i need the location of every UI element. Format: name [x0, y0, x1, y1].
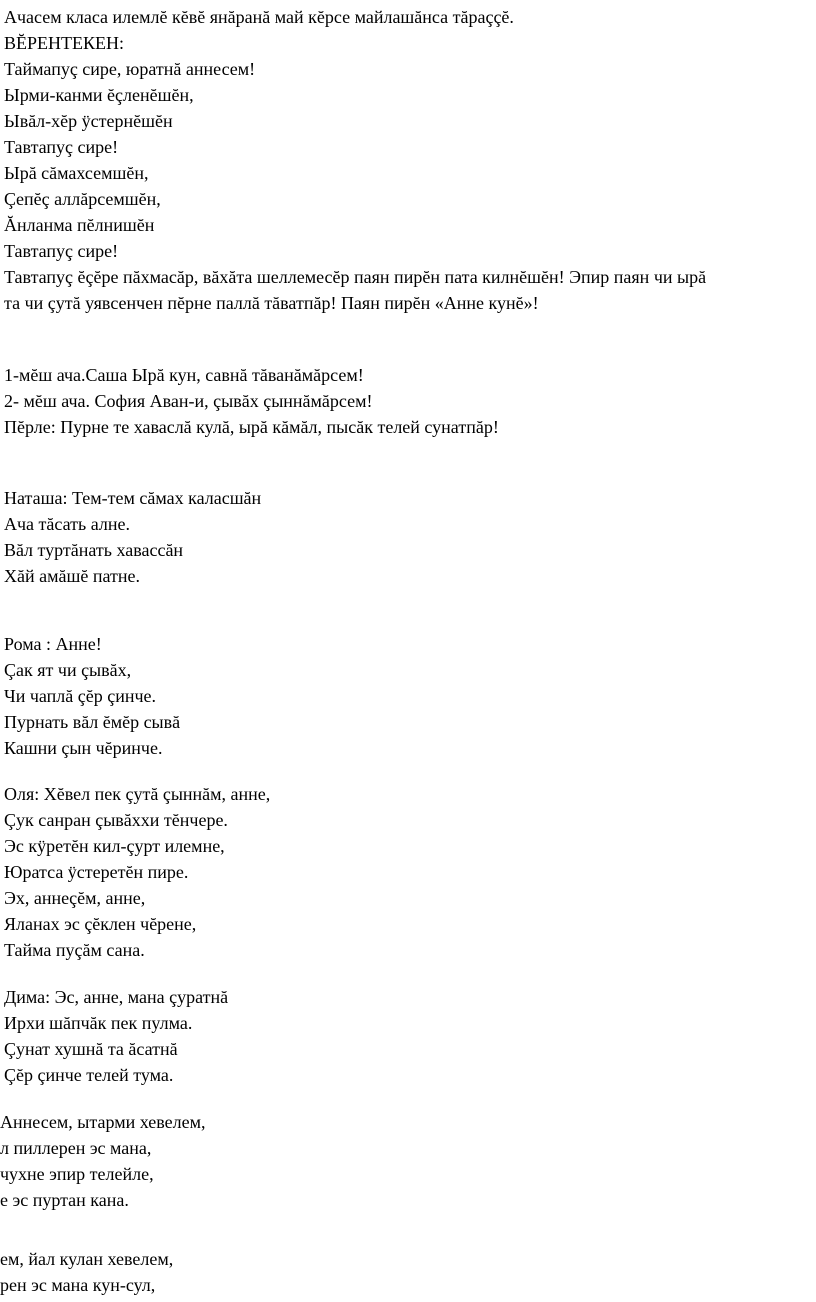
poem-line-cropped: чухне эпир телейле, [0, 1164, 154, 1184]
poem-line: Эс кÿретĕн кил-çурт илемне, [4, 836, 225, 856]
poem-line: Тайма пуçăм сана. [4, 940, 145, 960]
speaker-teacher: ВĔРЕНТЕКЕН: [4, 33, 124, 53]
prose-line: та чи çутă уявсенчен пĕрне паллă тăватпăр! Паян пирĕн «Анне кунĕ»! [4, 293, 539, 313]
dialogue-line: Рома : Анне! [4, 634, 102, 654]
poem-line: Эх, аннеçĕм, анне, [4, 888, 146, 908]
stage-direction: Ачасем класа илемлĕ кĕвĕ янăранă май кĕрсе майлашăнса тăраççĕ. [4, 7, 514, 27]
dialogue-line: Оля: Хĕвел пек çутă çыннăм, анне, [4, 784, 271, 804]
poem-line: Таймапуç сире, юратнă аннесем! [4, 59, 256, 79]
poem-line: Ырми-канми ĕçленĕшĕн, [4, 85, 194, 105]
poem-line: Ăнланма пĕлнишĕн [4, 215, 155, 235]
prose-line: Тавтапуç ĕçĕре пăхмасăр, вăхăта шеллемесĕр паян пирĕн пата килнĕшĕн! Эпир паян чи ырă [4, 267, 707, 287]
poem-line-cropped: рен эс мана кун-сул, [0, 1275, 156, 1295]
poem-line: Юратса ÿстеретĕн пире. [4, 862, 189, 882]
dialogue-line: Пĕрле: Пурне те хаваслă кулă, ырă кăмăл, пысăк телей сунатпăр! [4, 417, 499, 437]
poem-line: Тавтапуç сире! [4, 241, 119, 261]
poem-line: Кашни çын чĕринче. [4, 738, 163, 758]
poem-line: Çунат хушнă та ăсатнă [4, 1039, 178, 1059]
poem-line: Ырă сăмахсемшĕн, [4, 163, 149, 183]
poem-line: Çĕр çинче телей тума. [4, 1065, 174, 1085]
poem-line: Ывăл-хĕр ÿстернĕшĕн [4, 111, 173, 131]
poem-line-cropped: л пиллерен эс мана, [0, 1138, 152, 1158]
dialogue-line: 2- мĕш ача. София Аван-и, çывăх çыннăмăрсем! [4, 391, 373, 411]
poem-line: Тавтапуç сире! [4, 137, 119, 157]
poem-line: Вăл туртăнать хавассăн [4, 540, 184, 560]
poem-line: Пурнать вăл ĕмĕр сывă [4, 712, 181, 732]
dialogue-line: Дима: Эс, анне, мана çуратнă [4, 987, 229, 1007]
poem-line: Чи чаплă çĕр çинче. [4, 686, 157, 706]
dialogue-line: Наташа: Тем-тем сăмах каласшăн [4, 488, 262, 508]
poem-line: Хăй амăшĕ патне. [4, 566, 140, 586]
poem-line: Çук санран çывăххи тĕнчере. [4, 810, 228, 830]
poem-line: Ирхи шăпчăк пек пулма. [4, 1013, 193, 1033]
poem-line: Çак ят чи çывăх, [4, 660, 132, 680]
dialogue-line: 1-мĕш ача.Саша Ырă кун, савнă тăванăмăрсем! [4, 365, 364, 385]
poem-line-cropped: Аннесем, ытарми хевелем, [0, 1112, 206, 1132]
poem-line: Ача тăсать алне. [4, 514, 130, 534]
poem-line: Çепĕç аллăрсемшĕн, [4, 189, 161, 209]
poem-line-cropped: е эс пуртан кана. [0, 1190, 129, 1210]
poem-line: Яланах эс çĕклен чĕрене, [4, 914, 197, 934]
poem-line-cropped: ем, йал кулан хевелем, [0, 1249, 174, 1269]
